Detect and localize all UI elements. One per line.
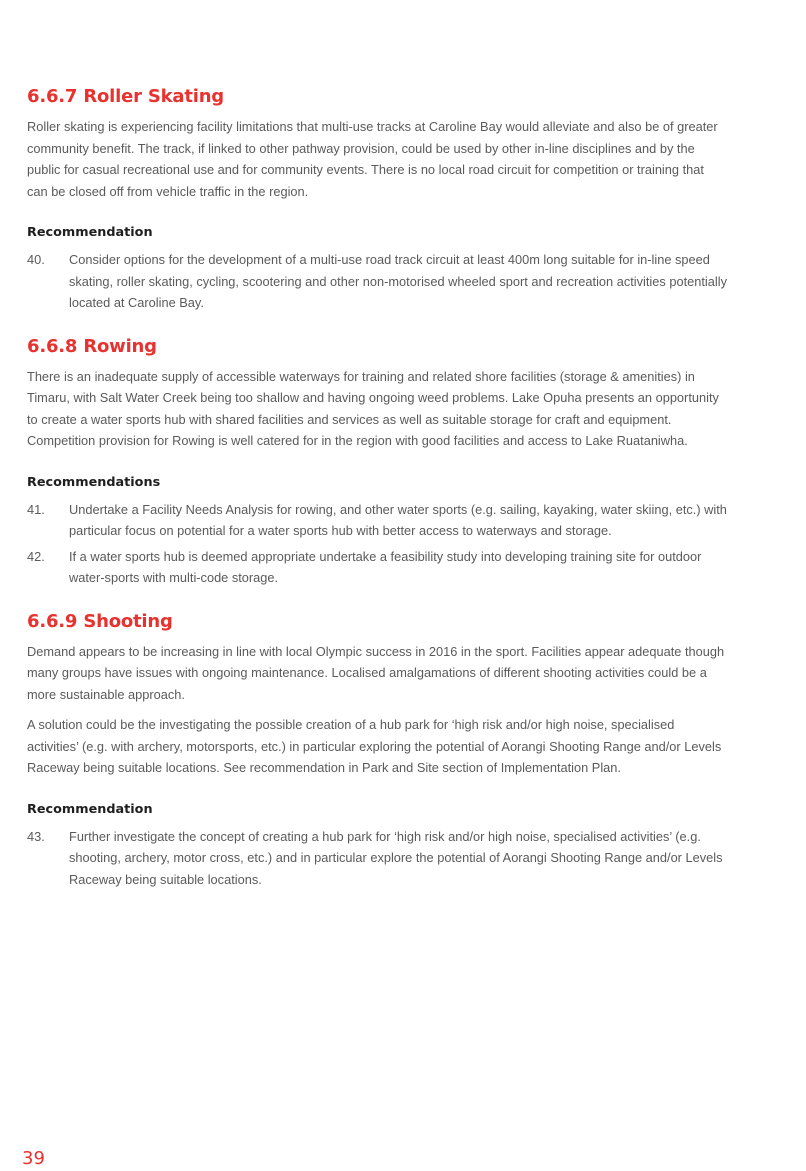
recommendation-list — [27, 249, 727, 314]
recommendation-item — [27, 826, 727, 891]
section-shooting — [27, 611, 727, 891]
section-paragraph: Roller skating is experiencing facility limitations that multi-use tracks at Caroline Bay would alleviate and also be of greater community benefit. The track, if linked to other pathway provision, could be used by other in-line disciplines and by the public for casual recreational use and for community events. There is no local road circuit for competition or training that can be closed off from vehicle traffic in the region. — [27, 119, 718, 199]
recommendation-number: 41. — [27, 501, 45, 517]
section-paragraph: Demand appears to be increasing in line with local Olympic success in 2016 in the sport. Facilities appear adequate though many groups have issues with ongoing maintenance. Localised amalgamations of different shooting activities could be a more sustainable approach. — [27, 643, 725, 702]
document-page — [27, 86, 727, 894]
recommendation-item — [27, 546, 727, 589]
section-rowing — [27, 336, 727, 589]
section-paragraph: There is an inadequate supply of accessible waterways for training and related shore facilities (storage & amenities) in Timaru, with Salt Water Creek being too shallow and having ongoing weed problems. Lake Opuha presents an opportunity to create a water sports hub with shared facilities and services as well as suitable storage for craft and equipment. Competition provision for Rowing is well catered for in the region with good facilities and access to Lake Ruataniwha. — [27, 368, 719, 448]
recommendation-number: 42. — [27, 548, 45, 564]
recommendation-heading: Recommendation — [27, 225, 153, 240]
recommendation-text: Further investigate the concept of creating a hub park for ‘high risk and/or high noise, specialised activities’ (e.g. shooting, archery, motor cross, etc.) and in particular explore the potential of Aorangi Shooting Range and/or Levels Raceway being suitable locations. — [69, 828, 723, 887]
section-heading: 6.6.7 Roller Skating — [27, 86, 224, 107]
recommendation-text: Consider options for the development of a multi-use road track circuit at least 400m long suitable for in-line speed skating, roller skating, cycling, scootering and other non-motorised wheeled sport and recreation activities potentially located at Caroline Bay. — [69, 252, 727, 310]
recommendation-text: Undertake a Facility Needs Analysis for rowing, and other water sports (e.g. sailing, kayaking, water skiing, etc.) with particular focus on potential for a water sports hub with better access to waterways and storage. — [69, 501, 727, 538]
section-heading: 6.6.8 Rowing — [27, 335, 157, 357]
recommendation-item — [27, 249, 727, 314]
recommendation-item — [27, 499, 727, 542]
recommendation-heading: Recommendation — [27, 801, 153, 817]
section-roller-skating — [27, 86, 727, 314]
recommendation-text: If a water sports hub is deemed appropriate undertake a feasibility study into developing training site for outdoor water-sports with multi-code storage. — [69, 548, 702, 585]
recommendation-list — [27, 826, 727, 891]
section-paragraph: A solution could be the investigating the possible creation of a hub park for ‘high risk and/or high noise, specialised activities’ (e.g. with archery, motorsports, etc.) in particular exploring the potential of Aorangi Shooting Range and/or Levels Raceway being suitable locations. See recommendation in Park and Site section of Implementation Plan. — [27, 717, 722, 775]
recommendation-number: 43. — [27, 828, 45, 844]
recommendation-number: 40. — [27, 252, 45, 267]
recommendation-list — [27, 499, 727, 589]
section-heading: 6.6.9 Shooting — [27, 610, 173, 632]
recommendation-heading: Recommendations — [27, 474, 161, 490]
page-number: 39 — [22, 1148, 45, 1169]
